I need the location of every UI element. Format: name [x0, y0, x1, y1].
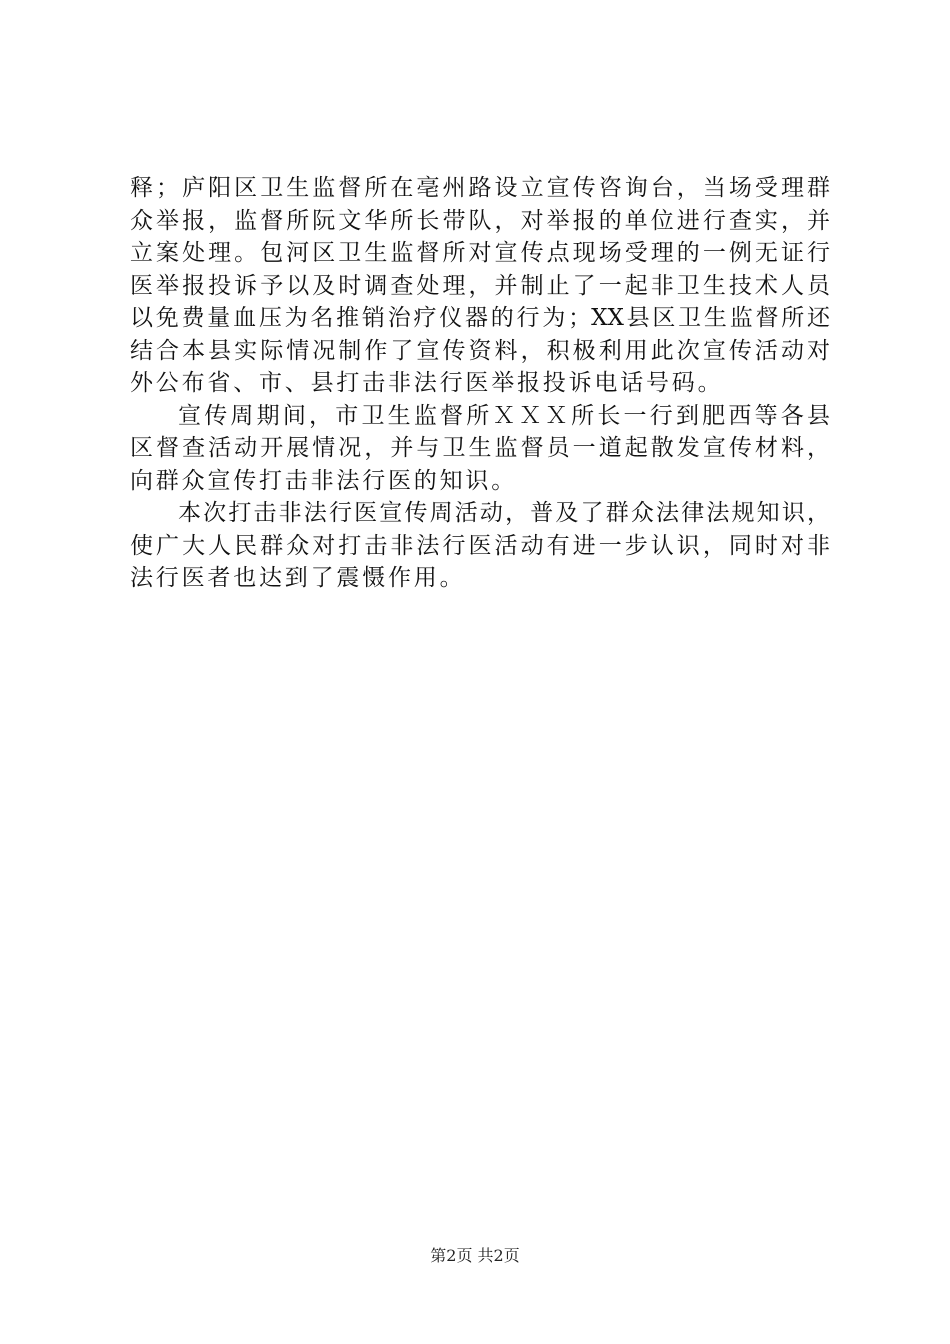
text-line: 宣传周期间，市卫生监督所ＸＸＸ所长一行到肥西等各县 [178, 402, 830, 429]
text-line: 释；庐阳区卫生监督所在亳州路设立宣传咨询台，当场受理群 [130, 175, 830, 201]
text-line: 外公布省、市、县打击非法行医举报投诉电话号码。 [130, 370, 724, 396]
text-line: 医举报投诉予以及时调查处理，并制止了一起非卫生技术人员 [130, 272, 830, 299]
text-line: 使广大人民群众对打击非法行医活动有进一步认识，同时对非 [130, 532, 830, 559]
document-body [130, 172, 830, 595]
text-line: 区督查活动开展情况，并与卫生监督员一道起散发宣传材料， [130, 435, 830, 461]
text-line: 向群众宣传打击非法行医的知识。 [130, 467, 517, 494]
text-line: 本次打击非法行医宣传周活动，普及了群众法律法规知识， [178, 500, 830, 526]
text-line: 结合本县实际情况制作了宣传资料，积极利用此次宣传活动对 [130, 337, 830, 364]
text-line: 众举报，监督所阮文华所长带队，对举报的单位进行查实，并 [130, 207, 830, 234]
text-line: 法行医者也达到了震慑作用。 [130, 565, 466, 591]
page-number-footer: 第2页 共2页 [430, 1246, 520, 1265]
text-line: 以免费量血压为名推销治疗仪器的行为；XX县区卫生监督所还 [130, 305, 830, 331]
text-line: 立案处理。包河区卫生监督所对宣传点现场受理的一例无证行 [130, 240, 830, 266]
